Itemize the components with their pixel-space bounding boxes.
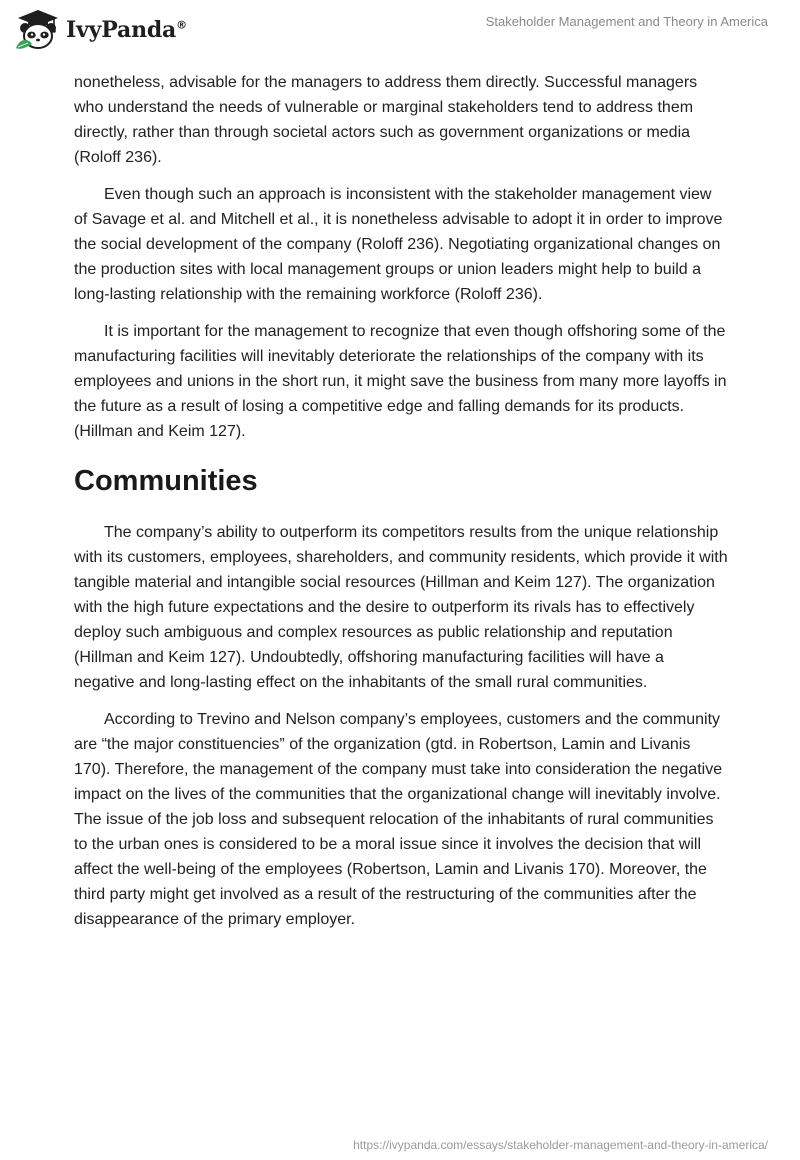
registered-mark: ® (176, 18, 187, 32)
logo-wordmark (66, 17, 187, 43)
paragraph: The company’s ability to outperform its competitors results from the unique relationship with its customers, employees, shareholders, and community residents, which provide it with tangible material and intangible social resources (Hillman and Keim 127). The organization with the high future expectations and the desire to outperform its rivals has to effectively deploy such ambiguous and complex resources as public relationship and reputation (Hillman and Keim 127). Undoubtedly, offshoring manufacturing facilities will have a negative and long-lasting effect on the inhabitants of the small rural communities. (74, 524, 728, 691)
paragraph: Even though such an approach is inconsistent with the stakeholder management view of Savage et al. and Mitchell et al., it is nonetheless advisable to adopt it in order to improve the social development of the company (Roloff 236). Negotiating organizational changes on the production sites with local management groups or union leaders might help to build a long-lasting relationship with the remaining workforce (Roloff 236). (74, 186, 723, 303)
paragraph: According to Trevino and Nelson company’s employees, customers and the community are “the major constituencies” of the organization (gtd. in Robertson, Lamin and Livanis 170). Therefore, the management of the company must take into consideration the negative impact on the lives of the communities that the organizational change will inevitably involve. The issue of the job loss and subsequent relocation of the inhabitants of rural communities to the urban ones is considered to be a moral issue since it involves the decision that will affect the well-being of the employees (Robertson, Lamin and Livanis 170). Moreover, the third party might get involved as a result of the restructuring of the communities after the disappearance of the primary employer. (74, 711, 723, 928)
paragraph: It is important for the management to recognize that even though offshoring some of the manufacturing facilities will inevitably deteriorate the relationships of the company with its employees and unions in the short run, it might save the business from many more layoffs in the future as a result of losing a competitive edge and falling demands for its products. (Hillman and Keim 127). (74, 323, 727, 440)
source-url-link[interactable]: https://ivypanda.com/essays/stakeholder-management-and-theory-in-america/ (353, 1138, 768, 1152)
document-title: Stakeholder Management and Theory in America (485, 14, 768, 29)
ivypanda-logo[interactable] (14, 8, 187, 52)
section-heading-communities: Communities (74, 465, 258, 497)
essay-body (74, 70, 728, 944)
panda-graduate-icon (14, 8, 62, 52)
page-header (0, 0, 800, 62)
paragraph-continued: nonetheless, advisable for the managers to address them directly. Successful managers who understand the needs of vulnerable or marginal stakeholders tend to address them directly, rather than through societal actors such as government organizations or media (Roloff 236). (74, 74, 698, 166)
logo-name: IvyPanda (66, 17, 177, 43)
